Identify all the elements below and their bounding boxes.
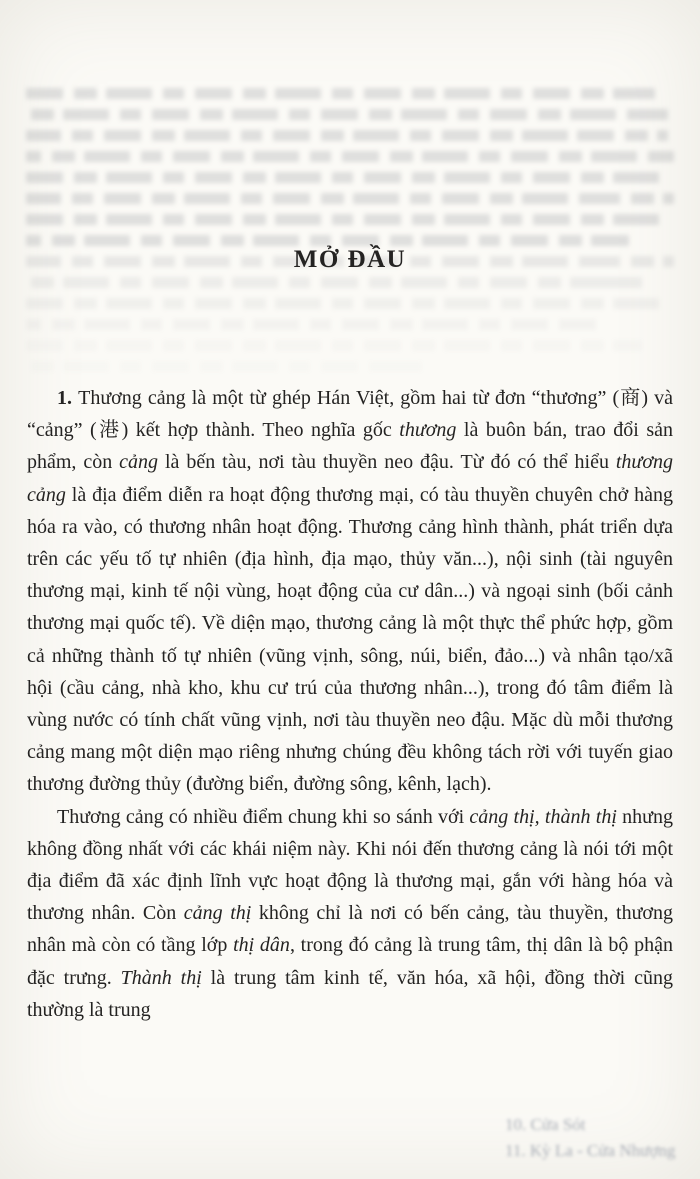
body-text <box>27 382 673 1026</box>
bleedthrough-line <box>26 214 668 225</box>
bleedthrough-line <box>26 340 642 351</box>
bleedthrough-text-top <box>26 88 674 382</box>
bleedthrough-line <box>26 172 661 183</box>
bleedthrough-text-bottom <box>505 1112 675 1164</box>
bleedthrough-line <box>26 193 674 204</box>
paragraph: Thương cảng có nhiều điểm chung khi so sánh với cảng thị, thành thị nhưng không đồng nhất với các khái niệm này. Khi nói đến thương cảng là nói tới một địa điểm đã xác định lĩnh vực hoạt động là thương mại, gắn với hàng hóa và thương nhân. Còn cảng thị không chỉ là nơi có bến cảng, tàu thuyền, thương nhân mà còn có tầng lớp thị dân, trong đó cảng là trung tâm, thị dân là bộ phận đặc trưng. Thành thị là trung tâm kinh tế, văn hóa, xã hội, đồng thời cũng thường là trung <box>27 805 674 1021</box>
bleedthrough-line <box>26 361 428 372</box>
bleedthrough-line <box>26 235 629 246</box>
bleedthrough-list-item: 11. Kỳ La - Cửa Nhượng <box>505 1141 676 1160</box>
bleedthrough-line <box>26 277 648 288</box>
paragraph: 1. Thương cảng là một từ ghép Hán Việt, gồm hai từ đơn “thương” (商) và “cảng” (港) kết hợp thành. Theo nghĩa gốc thương là buôn bán, trao đổi sản phẩm, còn cảng là bến tàu, nơi tàu thuyền neo đậu. Từ đó có thể hiểu thương cảng là địa điểm diễn ra hoạt động thương mại, có tàu thuyền chuyên chở hàng hóa ra vào, có thương nhân hoạt động. Thương cảng hình thành, phát triển dựa trên các yếu tố tự nhiên (địa hình, địa mạo, thủy văn...), nội sinh (tài nguyên thương mại, kinh tế nội vùng, hoạt động của cư dân...) và ngoại sinh (bối cảnh thương mại quốc tế). Về diện mạo, thương cảng là một thực thể phức hợp, gồm cả những thành tố tự nhiên (vũng vịnh, sông, núi, biển, đảo...) và nhân tạo/xã hội (cầu cảng, nhà kho, khu cư trú của thương nhân...), trong đó tâm điểm là vùng nước có tính chất vũng vịnh, nơi tàu thuyền neo đậu. Mặc dù mỗi thương cảng mang một diện mạo riêng nhưng chúng đều không tách rời với tuyến giao thương đường thủy (đường biển, đường sông, kênh, lạch). <box>27 387 674 796</box>
bleedthrough-line <box>26 88 655 99</box>
bleedthrough-line <box>26 151 674 162</box>
bleedthrough-line <box>26 130 668 141</box>
bleedthrough-line <box>26 319 596 330</box>
bleedthrough-list-item: 10. Cửa Sót <box>505 1115 586 1134</box>
bleedthrough-line <box>26 298 668 309</box>
chapter-title: MỞ ĐẦU <box>293 246 407 273</box>
bleedthrough-line <box>26 109 674 120</box>
